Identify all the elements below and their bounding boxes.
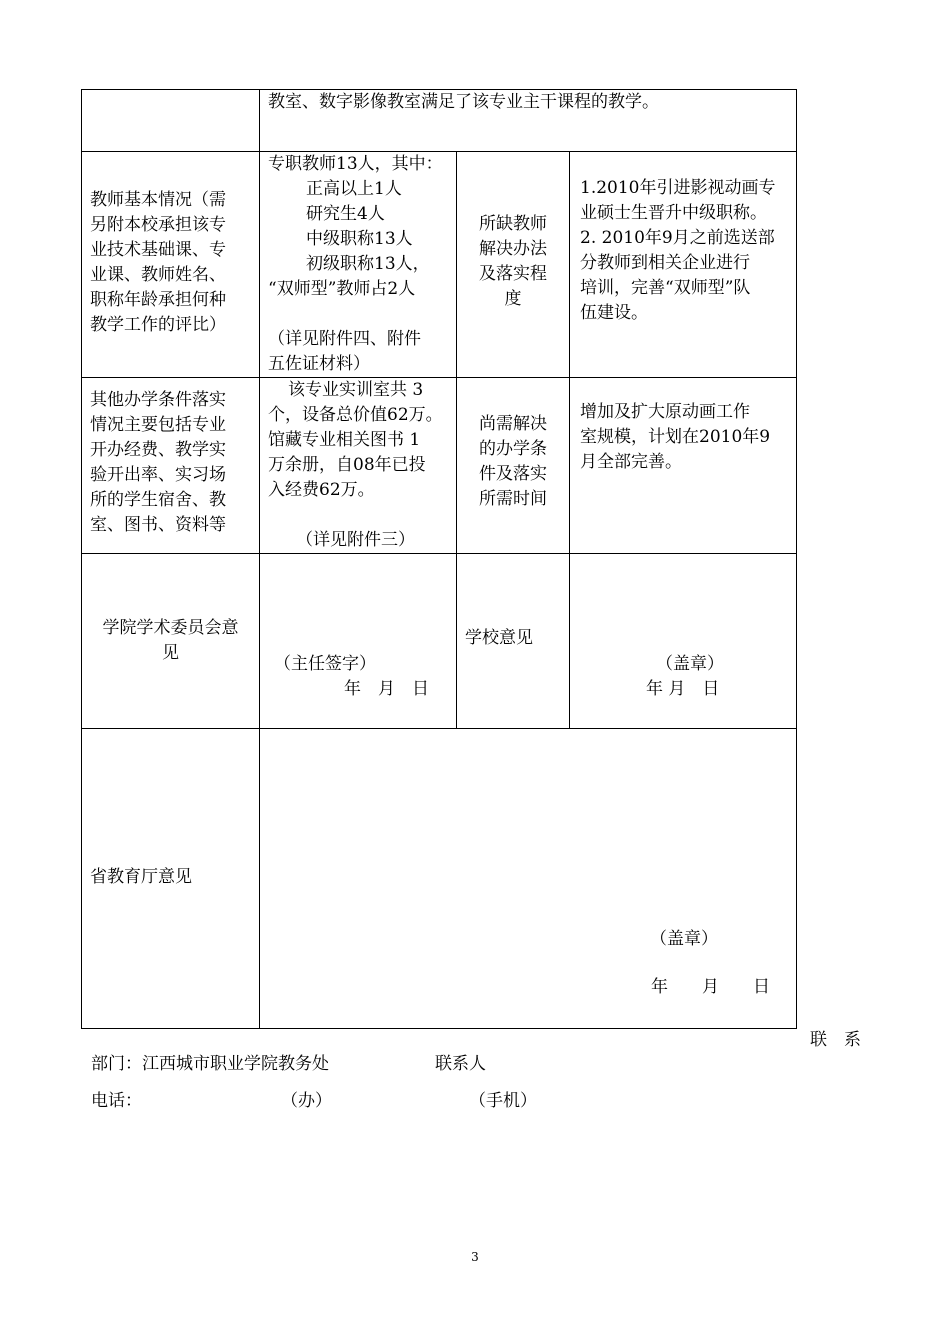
- chairman-sign-label: （主任签字）: [274, 654, 376, 674]
- teachers-content-line: [268, 302, 450, 327]
- conditions-label-line: 室、图书、资料等: [90, 515, 226, 535]
- teachers-detail-line: 伍建设。: [580, 303, 648, 323]
- school-label-cell: [457, 554, 570, 729]
- teachers-detail-line: 培训，完善“双师型”队: [580, 278, 751, 298]
- empty-label-cell: [82, 90, 260, 152]
- conditions-content-line: [268, 503, 450, 528]
- table-row-teachers: [82, 152, 797, 378]
- table-row-opinions: [82, 554, 797, 729]
- teachers-detail-cell: [570, 152, 797, 378]
- committee-label-line: 见: [162, 643, 179, 663]
- committee-sign-cell: [260, 554, 457, 729]
- teachers-label-line: 另附本校承担该专: [90, 215, 226, 235]
- contact-tail-text: 联 系: [810, 1030, 861, 1050]
- conditions-detail-line: 增加及扩大原动画工作: [580, 402, 750, 422]
- conditions-sublabel-cell: [457, 378, 570, 554]
- teachers-content-line: 初级职称13人，: [306, 254, 430, 274]
- teachers-label-line: 教学工作的评比）: [90, 315, 226, 335]
- department-text: 部门：江西城市职业学院教务处: [91, 1054, 329, 1074]
- school-seal-cell: [570, 554, 797, 729]
- teachers-content-cell: [260, 152, 457, 378]
- school-seal-label: （盖章）: [656, 654, 724, 674]
- teachers-sublabel-line: 度: [504, 289, 522, 309]
- conditions-label-line: 开办经费、教学实: [90, 440, 226, 460]
- school-opinion-label: 学校意见: [465, 628, 533, 648]
- conditions-content-line: 万余册，自08年已投: [268, 455, 426, 475]
- conditions-content-line: 该专业实训室共 3: [288, 380, 424, 400]
- teachers-label-line: 业技术基础课、专: [90, 240, 226, 260]
- facilities-cell: [260, 90, 797, 152]
- conditions-label-line: 所的学生宿舍、教: [90, 490, 226, 510]
- teachers-label-line: 职称年龄承担何种: [90, 290, 226, 310]
- teachers-sublabel-line: 所缺教师: [479, 214, 547, 234]
- facilities-text: 教室、数字影像教室满足了该专业主干课程的教学。: [268, 92, 659, 112]
- school-date: 年 月 日: [646, 679, 720, 699]
- teachers-label-line: 业课、教师姓名、: [90, 265, 226, 285]
- mobile-phone-label: （手机）: [469, 1091, 537, 1111]
- teachers-label-line: 教师基本情况（需: [90, 190, 226, 210]
- conditions-detail-line: 室规模，计划在2010年9: [580, 427, 771, 447]
- conditions-content-line: （详见附件三）: [296, 530, 415, 550]
- phone-label: 电话：: [91, 1091, 142, 1111]
- teachers-content-line: “双师型”教师占2人: [268, 279, 416, 299]
- conditions-label-line: 验开出率、实习场: [90, 465, 226, 485]
- conditions-label-line: 其他办学条件落实: [90, 390, 226, 410]
- teachers-detail-line: 1.2010年引进影视动画专: [580, 178, 776, 198]
- teachers-content-line: 研究生4人: [306, 204, 385, 224]
- page-number: 3: [471, 1250, 479, 1264]
- teachers-content-line: 正高以上1人: [306, 179, 402, 199]
- committee-label-line: 学院学术委员会意: [102, 618, 239, 638]
- application-form-table: [81, 89, 797, 1029]
- conditions-content-line: 馆藏专业相关图书 1: [268, 430, 421, 450]
- conditions-sublabel-line: 件及落实: [479, 464, 547, 484]
- teachers-detail-line: 业硕士生晋升中级职称。: [580, 203, 767, 223]
- conditions-sublabel-line: 尚需解决: [479, 414, 547, 434]
- provincial-date: 年 月 日: [651, 977, 770, 997]
- teachers-sublabel-line: 及落实程: [479, 264, 547, 284]
- conditions-sublabel-line: 的办学条: [479, 439, 547, 459]
- table-row-facilities: [82, 90, 797, 152]
- committee-label-cell: [82, 554, 260, 729]
- provincial-seal-label: （盖章）: [650, 929, 718, 949]
- table-row-conditions: [82, 378, 797, 554]
- teachers-content-line: 五佐证材料）: [268, 354, 370, 374]
- conditions-sublabel-line: 所需时间: [479, 489, 547, 509]
- teachers-detail-line: 分教师到相关企业进行: [580, 253, 750, 273]
- conditions-detail-cell: [570, 378, 797, 554]
- provincial-opinion-cell: [260, 729, 797, 1029]
- conditions-content-line: 个，设备总价值62万。: [268, 405, 443, 425]
- teachers-sublabel-line: 解决办法: [479, 239, 547, 259]
- teachers-content-line: （详见附件四、附件: [268, 329, 421, 349]
- conditions-label-line: 情况主要包括专业: [90, 415, 226, 435]
- committee-date: 年 月 日: [344, 679, 429, 699]
- office-phone-label: （办）: [281, 1091, 332, 1111]
- teachers-detail-line: 2. 2010年9月之前选送部: [580, 228, 775, 248]
- teachers-content-line: 专职教师13人，其中：: [268, 154, 443, 174]
- teachers-label-cell: [82, 152, 260, 378]
- teachers-sublabel-cell: [457, 152, 570, 378]
- conditions-content-line: 入经费62万。: [268, 480, 375, 500]
- conditions-label-cell: [82, 378, 260, 554]
- provincial-label-cell: [82, 729, 260, 1029]
- provincial-opinion-label: 省教育厅意见: [90, 867, 192, 887]
- conditions-detail-line: 月全部完善。: [580, 452, 682, 472]
- conditions-content-cell: [260, 378, 457, 554]
- contact-person-label: 联系人: [435, 1054, 486, 1074]
- teachers-content-line: 中级职称13人: [306, 229, 413, 249]
- table-row-provincial: [82, 729, 797, 1029]
